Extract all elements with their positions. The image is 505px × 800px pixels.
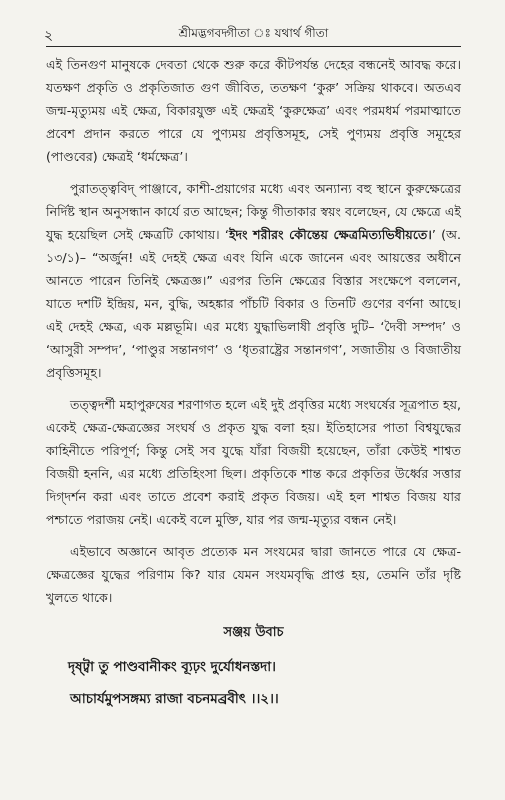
paragraph-4: এইভাবে অজ্ঞানে আবৃত প্রত্যেক মন সংযমের দ্বারা জানতে পারে যে ক্ষেত্র-ক্ষেত্রজ্ঞের যুদ্ধের পরিণাম কি? যার যেমন সংযমবৃদ্ধি প্রাপ্ত হয়, তেমনি তাঁর দৃষ্টি খুলতে থাকে। [46, 544, 461, 605]
sanskrit-quote: ইদং শরীরং কৌন্তেয় ক্ষেত্রমিত্যভিধীয়তে। [228, 227, 432, 242]
paragraph-1: এই তিনগুণ মানুষকে দেবতা থেকে শুরু করে কীটপর্যন্ত দেহের বন্ধনেই আবদ্ধ করে। যতক্ষণ প্রকৃতি ও প্রকৃতিজাত গুণ জীবিত, ততক্ষণ ‘কুরু’ সক্রিয় থাকবে। অতএব জন্ম-মৃত্যুময় এই ক্ষেত্র, বিকারযুক্ত এই ক্ষেত্রই ‘কুরুক্ষেত্র’ এবং পরমধর্ম পরমাত্মাতে প্রবেশ প্রদান করতে পারে যে পুণ্যময় প্রবৃত্তিসমূহ, সেই পুণ্যময় প্রবৃত্তি সমূহের (পাণ্ডবের) ক্ষেত্রই ‘ধর্মক্ষেত্র’। [46, 57, 461, 164]
paragraph-3: তত্ত্বদর্শী মহাপুরুষের শরণাগত হলে এই দুই প্রবৃত্তির মধ্যে সংঘর্ষের সূত্রপাত হয়, একেই ক্ষেত্র-ক্ষেত্রজ্ঞের সংঘর্ষ ও প্রকৃত যুদ্ধ বলা হয়। ইতিহাসের পাতা বিশ্বযুদ্ধের কাহিনীতে পরিপূর্ণ; কিন্তু সেই সব যুদ্ধে যাঁরা বিজয়ী হয়েছেন, তাঁরা কেউই শাশ্বত বিজয়ী হননি, এর মধ্যে প্রতিহিংসা ছিল। প্রকৃতিকে শান্ত করে প্রকৃতির উর্ধ্বের সত্তার দিগ্‌দর্শন করা এবং তাতে প্রবেশ করাই প্রকৃত বিজয়। এই হল শাশ্বত বিজয় যার পশ্চাতে পরাজয় নেই। একেই বলে মুক্তি, যার পর জন্ম-মৃত্যুর বন্ধন নেই। [46, 397, 461, 527]
paragraph-2-part-1: পুরাতত্ত্ববিদ্ পাঞ্জাবে, কাশী-প্রয়াগের মধ্যে এবং অন্যান্য বহু স্থানে কুরুক্ষেত্রের নির্দিষ্ট স্থান অনুসন্ধান কার্যে রত আছেন; কিন্তু গীতাকার স্বয়ং বলেছেন, যে ক্ষেত্রে এই যুদ্ধ হয়েছিল সেই ক্ষেত্রটি কোথায়। ‘ [46, 181, 461, 242]
paragraph-2 [46, 177, 461, 384]
verse-line-2: আচার্যমুপসঙ্গম্য রাজা বচনমব্রবীৎ ।।২।। [70, 691, 279, 707]
paragraph-2-part-2: ’ (অ. ১৩/১)– “অর্জুন! এই দেহই ক্ষেত্র এবং যিনি একে জানেন এবং আয়ত্তের অধীনে আনতে পারেন তিনিই ক্ষেত্রজ্ঞ।” এরপর তিনি ক্ষেত্রের বিস্তার সংক্ষেপে বললেন, যাতে দশটি ইন্দ্রিয়, মন, বুদ্ধি, অহঙ্কার পাঁচটি বিকার ও তিনটি গুণের বর্ণনা আছে। এই দেহই ক্ষেত্র, এক মল্লভূমি। এর মধ্যে যুদ্ধাভিলাষী প্রবৃত্তি দুটি– ‘দৈবী সম্পদ’ ও ‘আসুরী সম্পদ’, ‘পাণ্ডুর সন্তানগণ’ ও ‘ধৃতরাষ্ট্রের সন্তানগণ’, সজাতীয় ও বিজাতীয় প্রবৃত্তিসমূহ। [46, 227, 461, 380]
page-number: ২ [44, 28, 54, 44]
running-title: শ্রীমদ্ভগবদ্গীতা ঃ যথার্থ গীতা [178, 26, 329, 40]
verse-line-1: দৃষ্ট্বা তু পাণ্ডবানীকং ব্যূঢ়ং দুর্যোধনস্তদা। [68, 659, 277, 675]
page-header [46, 24, 461, 47]
verse-speaker-heading: সঞ্জয় উবাচ [223, 625, 284, 640]
